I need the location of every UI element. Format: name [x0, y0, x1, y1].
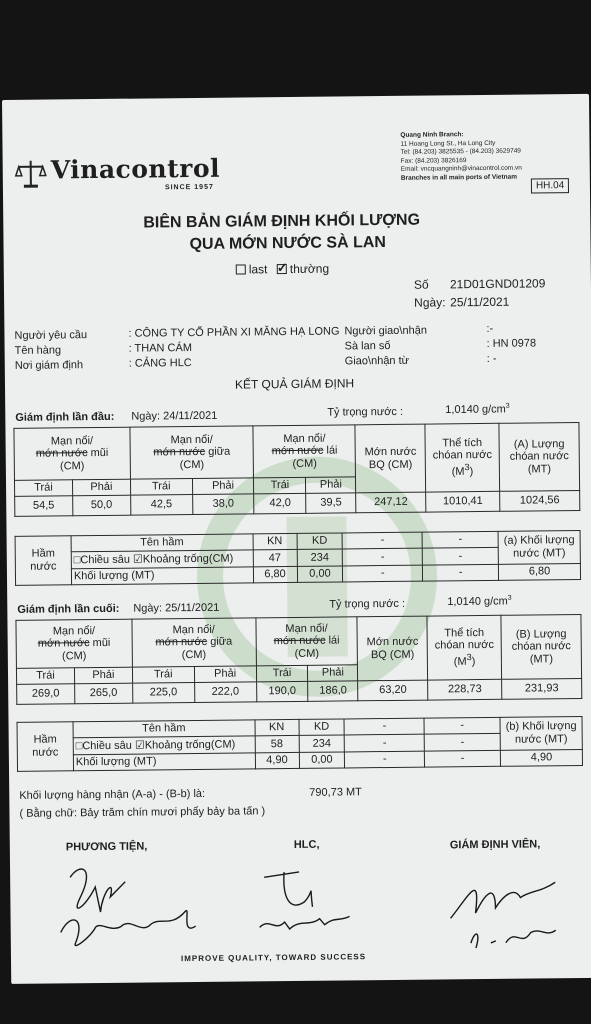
barge-label: Sà lan số	[344, 339, 391, 353]
last-checkbox	[236, 264, 246, 274]
last-water-result-header: (b) Khối lượng nước (MT)	[500, 716, 582, 750]
requester-value: : CÔNG TY CỔ PHẦN XI MĂNG HẠ LONG	[128, 325, 340, 340]
hlc-signature-title: HLC,	[293, 838, 320, 851]
logo-since: SINCE 1957	[164, 183, 214, 192]
survey-document	[2, 94, 591, 984]
stbd-label: Phải	[306, 477, 356, 494]
last-result-header: (B) Lượng chóan nước (MT)	[501, 614, 582, 679]
goods-value: : THAN CÁM	[128, 342, 193, 355]
last-density-value: 1,0140 g/cm	[447, 595, 508, 609]
port-label: Trái	[16, 668, 74, 685]
goods-label: Tên hàng	[14, 344, 62, 357]
last-survey-heading: Giám định lần cuối:	[17, 602, 120, 616]
mean-draft-value: 63,20	[358, 680, 428, 701]
first-water-result-header: (a) Khối lượng nước (MT)	[498, 530, 580, 564]
kn-value: 47	[253, 550, 297, 567]
hlc-signature	[254, 856, 355, 937]
from-value: : -	[486, 352, 497, 365]
depth-row-label: □Chiều sâu ☑Khoảng trống(CM)	[71, 550, 253, 568]
dash-cell: -	[422, 531, 498, 548]
fwd-draft-header: Mạn nổi/ mớn nước mũi (CM)	[14, 427, 130, 480]
summary-label: Khối lượng hàng nhận (A-a) - (B-b) là:	[19, 787, 206, 802]
dash-cell: -	[345, 751, 425, 768]
kn-value: 58	[255, 736, 299, 753]
option-last-label: last	[248, 262, 268, 277]
summary-in-words: ( Bằng chữ: Bảy trăm chín mươi phẩy bảy ba tấn )	[19, 805, 266, 820]
kd-mass-value: 0,00	[299, 752, 345, 769]
branch-line: Quang Ninh Branch:	[400, 131, 464, 139]
first-water-result-value: 6,80	[498, 563, 580, 580]
first-density-value: 1,0140 g/cm	[445, 403, 506, 417]
branch-line: 11 Hoang Long St., Ha Long City	[400, 139, 496, 148]
volume-value: 228,73	[428, 679, 502, 700]
kn-header: KN	[255, 719, 299, 736]
mass-row-label: Khối lượng (MT)	[71, 567, 253, 585]
document-title-line1: BIÊN BẢN GIÁM ĐỊNH KHỐI LƯỢNG	[143, 211, 421, 232]
deliverer-label: Người giao\nhận	[344, 324, 427, 338]
hold-label: Hầm nước	[15, 536, 71, 586]
draft-value: 225,0	[132, 683, 194, 704]
depth-row-label: □Chiều sâu ☑Khoảng trống(CM)	[73, 736, 255, 754]
place-label: Nơi giám định	[14, 359, 84, 372]
last-water-result-value: 4,90	[500, 749, 582, 766]
last-density: 1,0140 $g/cm^3$	[447, 594, 512, 609]
draft-value: 190,0	[256, 681, 308, 702]
last-result-value: 231,93	[502, 678, 582, 699]
volume-header: Thể tích chóan nước $(M^3)$	[425, 423, 500, 492]
option-normal-label: thường	[289, 261, 330, 276]
last-draft-table	[15, 614, 582, 705]
stbd-label: Phải	[192, 478, 254, 495]
summary-value: 790,73 MT	[309, 786, 362, 799]
surveyor-signature-title: GIÁM ĐỊNH VIÊN,	[449, 838, 541, 852]
mass-row-label: Khối lượng (MT)	[73, 753, 255, 771]
hold-name-header: Tên hầm	[73, 720, 255, 738]
kd-header: KD	[299, 719, 345, 736]
draft-value: 222,0	[194, 682, 256, 703]
first-density: 1,0140 $g/cm^3$	[445, 402, 510, 417]
first-result-value: 1024,56	[500, 490, 580, 511]
branch-line: Tel: (84.203) 3825535 - (84.203) 3629749	[400, 147, 521, 156]
aft-draft-header: Mạn nổi/ mớn nước lái (CM)	[253, 425, 355, 478]
dash-cell: -	[343, 532, 423, 549]
port-label: Trái	[132, 667, 194, 684]
vessel-signature	[40, 856, 211, 958]
draft-value: 186,0	[308, 681, 358, 702]
mean-draft-value: 247,12	[356, 492, 426, 513]
mid-draft-header: Mạn nổi/ mớn nước giữa (CM)	[130, 426, 254, 479]
doc-date: 25/11/2021	[450, 294, 510, 310]
draft-value: 269,0	[17, 684, 75, 705]
first-survey-date: Ngày: 24/11/2021	[131, 409, 218, 423]
doc-date-label: Ngày:	[414, 295, 446, 310]
first-draft-table	[13, 422, 580, 517]
port-label: Trái	[256, 665, 308, 682]
from-label: Giao\nhận từ	[344, 354, 410, 368]
kd-value: 234	[299, 735, 345, 752]
hold-label: Hầm nước	[17, 722, 73, 772]
normal-checkbox	[277, 264, 287, 274]
kn-header: KN	[253, 533, 297, 550]
dash-cell: -	[423, 564, 499, 581]
volume-header: Thể tích chóan nước $(M^3)$	[427, 615, 502, 680]
dash-cell: -	[343, 548, 423, 565]
requester-label: Người yêu cầu	[14, 329, 88, 342]
first-hold-table	[15, 530, 581, 586]
surveyor-signature	[440, 862, 581, 953]
dash-cell: -	[425, 750, 501, 767]
draft-value: 38,0	[192, 494, 254, 515]
branch-line: Fax: (84.203) 3826169	[400, 156, 467, 165]
fwd-draft-header: Mạn nổi/ mớn nước mũi (CM)	[16, 619, 132, 668]
kd-header: KD	[297, 533, 343, 550]
stbd-label: Phải	[308, 665, 358, 682]
draft-value: 50,0	[73, 495, 131, 516]
port-label: Trái	[254, 477, 306, 494]
doc-number-label: Số	[413, 277, 429, 292]
stbd-label: Phải	[74, 667, 132, 684]
first-survey-heading: Giám định lần đầu:	[15, 410, 115, 424]
draft-value: 42,0	[254, 493, 306, 514]
deliverer-value: :-	[486, 322, 494, 335]
survey-type-options	[236, 262, 329, 277]
mid-draft-header: Mạn nổi/ mớn nước giữa (CM)	[132, 618, 256, 667]
kd-mass-value: 0,00	[297, 566, 343, 583]
company-slogan: IMPROVE QUALITY, TOWARD SUCCESS	[180, 952, 367, 964]
last-survey-date: Ngày: 25/11/2021	[133, 601, 220, 615]
kn-mass-value: 6,80	[253, 566, 297, 583]
stbd-label: Phải	[194, 666, 256, 683]
port-label: Trái	[130, 479, 192, 496]
kn-mass-value: 4,90	[255, 752, 299, 769]
first-result-header: (A) Lượng chóan nước (MT)	[499, 422, 580, 491]
branch-line: Branches in all main ports of Vietnam	[400, 173, 518, 182]
barge-value: : HN 0978	[486, 337, 537, 350]
aft-draft-header: Mạn nổi/ mớn nước lái (CM)	[255, 617, 357, 666]
dash-cell: -	[424, 717, 500, 734]
dash-cell: -	[422, 548, 498, 565]
first-density-label: Tỷ trọng nước :	[327, 405, 404, 419]
place-value: : CẢNG HLC	[128, 357, 192, 370]
document-title-line2: QUA MỚN NƯỚC SÀ LAN	[189, 233, 387, 254]
last-hold-table	[17, 716, 583, 772]
doc-number: 21D01GND01209	[449, 276, 546, 292]
draft-value: 54,5	[15, 496, 73, 517]
mean-draft-header: Mớn nước BQ (CM)	[355, 424, 426, 493]
dash-cell: -	[345, 734, 425, 751]
result-title: KẾT QUẢ GIÁM ĐỊNH	[234, 376, 355, 392]
dash-cell: -	[343, 565, 423, 582]
dash-cell: -	[344, 718, 424, 735]
vessel-signature-title: PHƯƠNG TIỆN,	[65, 840, 148, 854]
port-label: Trái	[14, 480, 72, 497]
form-code: HH.04	[531, 178, 570, 193]
stbd-label: Phải	[72, 479, 130, 496]
draft-value: 39,5	[306, 493, 356, 514]
dash-cell: -	[424, 734, 500, 751]
branch-info	[400, 131, 522, 183]
kd-value: 234	[297, 549, 343, 566]
mean-draft-header: Mớn nước BQ (CM)	[357, 616, 428, 681]
last-density-label: Tỷ trọng nước :	[329, 597, 406, 611]
draft-value: 265,0	[75, 683, 133, 704]
draft-value: 42,5	[130, 495, 192, 516]
scales-icon	[15, 158, 47, 190]
logo-wordmark: Vinacontrol	[50, 153, 221, 185]
volume-value: 1010,41	[426, 491, 500, 512]
hold-name-header: Tên hầm	[71, 534, 253, 552]
branch-line: Email: vncquangninh@vinacontrol.com.vn	[400, 164, 522, 173]
